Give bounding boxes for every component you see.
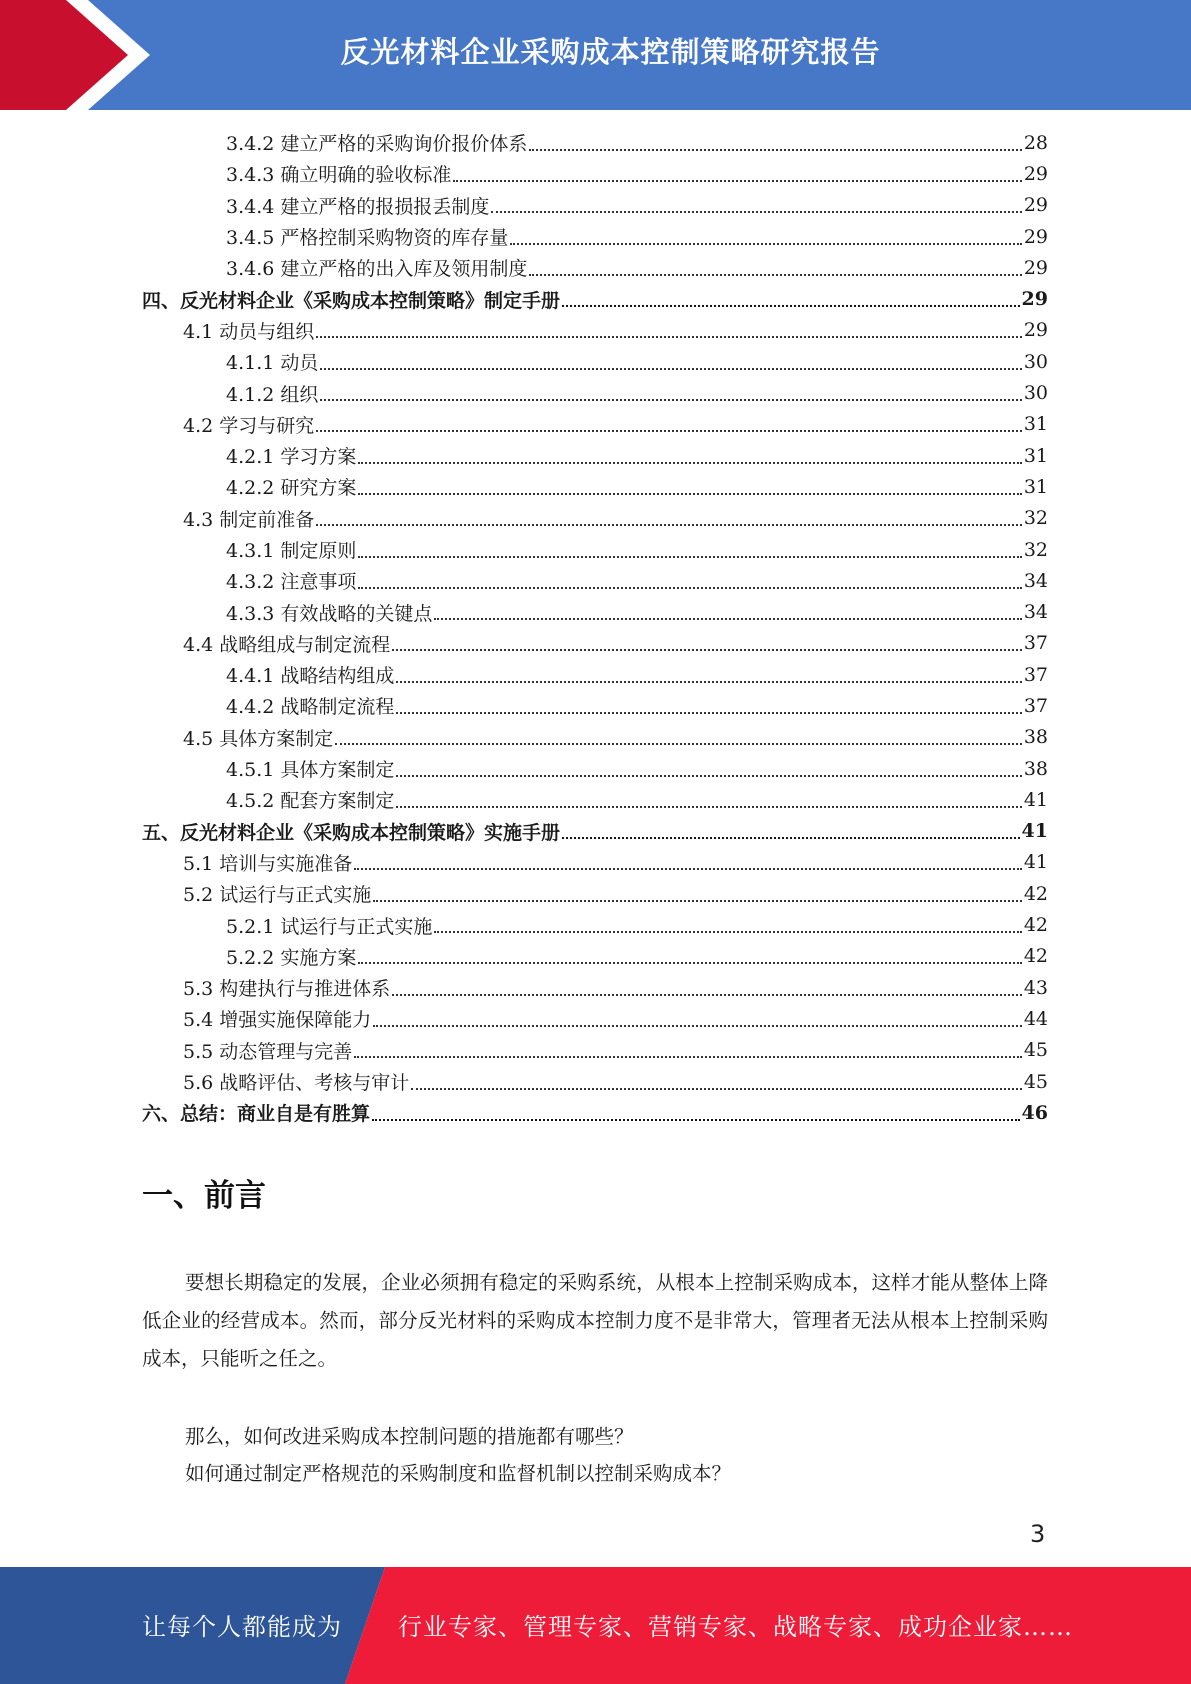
toc-entry[interactable]	[142, 1003, 1048, 1034]
toc-dot-leader	[373, 1025, 1022, 1027]
toc-dot-leader	[316, 524, 1022, 526]
toc-entry[interactable]	[142, 534, 1048, 565]
toc-entry-label: 六、总结：商业自是有胜算	[142, 1103, 371, 1126]
toc-dot-leader	[320, 368, 1021, 370]
toc-entry[interactable]	[142, 565, 1048, 596]
toc-entry-label: 4.3.3 有效战略的关键点	[226, 602, 433, 625]
toc-entry[interactable]	[142, 409, 1048, 440]
toc-entry[interactable]	[142, 127, 1048, 158]
toc-entry[interactable]	[142, 440, 1048, 471]
toc-entry-label: 5.3 构建执行与推进体系	[183, 978, 391, 1001]
toc-entry-page: 41	[1023, 788, 1048, 811]
toc-entry-label: 4.1.2 组织	[226, 383, 319, 406]
toc-dot-leader	[396, 712, 1021, 714]
toc-entry-page: 43	[1023, 976, 1048, 999]
toc-dot-leader	[320, 399, 1021, 401]
toc-entry[interactable]	[142, 503, 1048, 534]
toc-dot-leader	[529, 149, 1021, 151]
table-of-contents	[142, 127, 1048, 1129]
toc-entry-page: 31	[1023, 475, 1048, 498]
toc-entry-label: 四、反光材料企业《采购成本控制策略》制定手册	[142, 289, 561, 312]
toc-entry[interactable]	[142, 847, 1048, 878]
toc-entry-page: 37	[1023, 632, 1048, 655]
toc-entry-page: 37	[1023, 694, 1048, 717]
toc-entry[interactable]	[142, 190, 1048, 221]
toc-entry-page: 30	[1023, 382, 1048, 405]
page-footer	[0, 1567, 1191, 1684]
toc-entry-label: 4.3.1 制定原则	[226, 540, 357, 562]
toc-dot-leader	[373, 900, 1022, 902]
toc-entry-page: 30	[1023, 350, 1048, 373]
toc-entry-page: 38	[1023, 726, 1048, 749]
toc-dot-leader	[316, 336, 1022, 338]
toc-entry-label: 3.4.2 建立严格的采购询价报价体系	[226, 133, 528, 156]
page-header	[0, 0, 1191, 110]
toc-entry[interactable]	[142, 283, 1048, 314]
toc-entry-label: 5.1 培训与实施准备	[183, 852, 353, 875]
toc-entry-label: 5.2.1 试运行与正式实施	[226, 915, 433, 938]
toc-entry-page: 29	[1023, 162, 1048, 185]
toc-entry-page: 31	[1023, 444, 1048, 467]
toc-entry-page: 29	[1023, 225, 1048, 248]
toc-dot-leader	[354, 868, 1022, 870]
toc-dot-leader	[396, 775, 1021, 777]
toc-entry[interactable]	[142, 158, 1048, 189]
toc-dot-leader	[372, 1119, 1020, 1121]
toc-entry-page: 32	[1023, 507, 1048, 530]
toc-entry-page: 28	[1023, 131, 1048, 154]
toc-entry-label: 4.2.2 研究方案	[226, 477, 357, 500]
toc-entry-label: 4.1.1 动员	[226, 352, 319, 375]
section-heading: 一、前言	[142, 1178, 266, 1214]
toc-dot-leader	[358, 462, 1021, 464]
toc-entry-page: 45	[1023, 1070, 1048, 1093]
toc-entry-label: 五、反光材料企业《采购成本控制策略》实施手册	[142, 821, 561, 844]
toc-entry-page: 41	[1021, 820, 1048, 843]
toc-dot-leader	[453, 180, 1021, 182]
footer-slogan-right: 行业专家、管理专家、营销专家、战略专家、成功企业家……	[398, 1613, 1073, 1641]
toc-entry-page: 42	[1023, 882, 1048, 905]
toc-dot-leader	[562, 837, 1020, 839]
toc-entry-page: 38	[1023, 757, 1048, 780]
intro-paragraph: 要想长期稳定的发展，企业必须拥有稳定的采购系统，从根本上控制采购成本，这样才能从整体上降低企业的经营成本。然而，部分反光材料的采购成本控制力度不是非常大，管理者无法从根本上控制采购成本，只能听之任之。	[142, 1271, 1048, 1370]
toc-entry-label: 4.3 制定前准备	[183, 508, 315, 531]
toc-entry-page: 34	[1023, 569, 1048, 592]
toc-entry-page: 32	[1023, 538, 1048, 561]
toc-dot-leader	[316, 430, 1022, 432]
toc-entry[interactable]	[142, 596, 1048, 627]
toc-dot-leader	[392, 649, 1022, 651]
toc-entry[interactable]	[142, 377, 1048, 408]
toc-dot-leader	[434, 931, 1021, 933]
toc-entry-label: 4.5.2 配套方案制定	[226, 790, 395, 813]
toc-dot-leader	[396, 681, 1021, 683]
toc-entry[interactable]	[142, 972, 1048, 1003]
toc-entry-page: 42	[1023, 914, 1048, 937]
toc-entry-label: 5.5 动态管理与完善	[183, 1040, 353, 1063]
toc-entry-page: 29	[1023, 256, 1048, 279]
toc-entry-label: 3.4.3 确立明确的验收标准	[226, 164, 452, 187]
toc-entry[interactable]	[142, 252, 1048, 283]
toc-dot-leader	[335, 743, 1022, 745]
toc-entry-label: 5.2 试运行与正式实施	[183, 884, 372, 907]
toc-entry-label: 3.4.4 建立严格的报损报丢制度	[226, 195, 490, 218]
toc-entry[interactable]	[142, 784, 1048, 815]
toc-entry-label: 4.3.2 注意事项	[226, 571, 357, 594]
toc-entry[interactable]	[142, 816, 1048, 847]
toc-entry-label: 5.4 增强实施保障能力	[183, 1009, 372, 1032]
toc-entry[interactable]	[142, 941, 1048, 972]
toc-entry-label: 3.4.5 严格控制采购物资的库存量	[226, 227, 509, 250]
toc-entry-label: 5.6 战略评估、考核与审计	[183, 1072, 410, 1095]
toc-entry[interactable]	[142, 1035, 1048, 1066]
toc-entry[interactable]	[142, 346, 1048, 377]
toc-entry-label: 4.4 战略组成与制定流程	[183, 633, 391, 656]
toc-entry-label: 5.2.2 实施方案	[226, 946, 357, 969]
toc-entry[interactable]	[142, 221, 1048, 252]
toc-dot-leader	[529, 274, 1021, 276]
question-line-2: 如何通过制定严格规范的采购制度和监督机制以控制采购成本？	[185, 1462, 732, 1485]
toc-dot-leader	[358, 962, 1021, 964]
toc-entry[interactable]	[142, 753, 1048, 784]
toc-entry[interactable]	[142, 690, 1048, 721]
toc-dot-leader	[392, 994, 1022, 996]
toc-entry[interactable]	[142, 471, 1048, 502]
toc-entry-page: 44	[1023, 1007, 1048, 1030]
toc-dot-leader	[434, 618, 1021, 620]
toc-entry[interactable]	[142, 1097, 1048, 1128]
toc-entry[interactable]	[142, 909, 1048, 940]
toc-dot-leader	[358, 587, 1021, 589]
toc-dot-leader	[411, 1088, 1022, 1090]
toc-entry-page: 42	[1023, 945, 1048, 968]
question-line-1: 那么，如何改进采购成本控制问题的措施都有哪些？	[185, 1425, 634, 1448]
toc-entry-page: 41	[1023, 851, 1048, 874]
toc-entry-label: 4.1 动员与组织	[183, 320, 315, 343]
toc-entry-page: 31	[1023, 413, 1048, 436]
toc-entry-label: 4.2 学习与研究	[183, 414, 315, 437]
toc-dot-leader	[354, 1056, 1022, 1058]
toc-entry-label: 4.5 具体方案制定	[183, 727, 334, 750]
toc-entry[interactable]	[142, 315, 1048, 346]
toc-dot-leader	[396, 806, 1021, 808]
toc-entry-label: 3.4.6 建立严格的出入库及领用制度	[226, 258, 528, 281]
toc-entry-page: 29	[1021, 288, 1048, 311]
toc-entry-label: 4.5.1 具体方案制定	[226, 759, 395, 782]
toc-dot-leader	[562, 305, 1020, 307]
toc-entry[interactable]	[142, 722, 1048, 753]
toc-dot-leader	[510, 243, 1021, 245]
toc-dot-leader	[358, 556, 1021, 558]
toc-entry-page: 29	[1023, 319, 1048, 342]
toc-entry[interactable]	[142, 628, 1048, 659]
header-title: 反光材料企业采购成本控制策略研究报告	[340, 35, 881, 69]
toc-entry-page: 45	[1023, 1039, 1048, 1062]
toc-entry-page: 34	[1023, 601, 1048, 624]
footer-slogan-left: 让每个人都能成为	[142, 1613, 342, 1641]
toc-entry-label: 4.4.1 战略结构组成	[226, 665, 395, 688]
toc-dot-leader	[491, 211, 1021, 213]
toc-entry-page: 37	[1023, 663, 1048, 686]
toc-dot-leader	[358, 493, 1021, 495]
toc-entry[interactable]	[142, 1066, 1048, 1097]
toc-entry-label: 4.4.2 战略制定流程	[226, 696, 395, 719]
toc-entry-page: 29	[1023, 194, 1048, 217]
page-number: 3	[1030, 1520, 1046, 1548]
toc-entry-page: 46	[1021, 1101, 1048, 1124]
toc-entry-label: 4.2.1 学习方案	[226, 446, 357, 469]
toc-entry[interactable]	[142, 659, 1048, 690]
toc-entry[interactable]	[142, 878, 1048, 909]
